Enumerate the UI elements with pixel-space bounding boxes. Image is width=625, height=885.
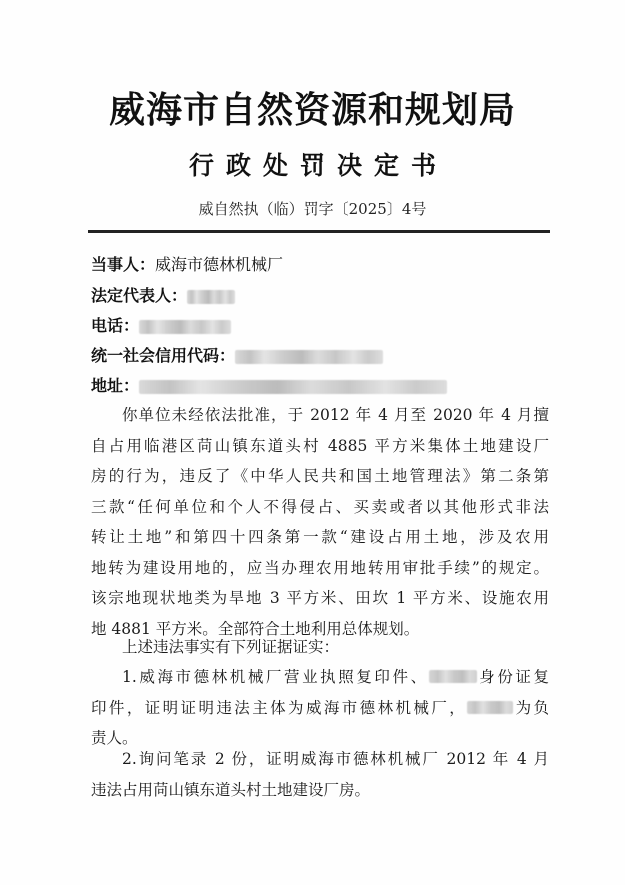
- header-divider: [88, 230, 550, 233]
- evidence-intro-text: 上述违法事实有下列证据证实：: [122, 638, 340, 656]
- credit-code-label: 统一社会信用代码：: [91, 346, 236, 365]
- phone-label: 电话：: [91, 316, 140, 335]
- paragraph-line: 自占用临港区苘山镇东道头村 4885 平方米集体土地建设厂: [91, 436, 549, 455]
- paragraph-line: 地转为建设用地的，应当办理农用地转用审批手续”的规定。: [91, 558, 549, 577]
- evidence-1-text-d: 为负: [513, 698, 549, 717]
- party-label: 当事人：: [91, 255, 156, 274]
- evidence-1-text-c: 印件，证明证明违法主体为威海市德林机械厂，: [91, 698, 468, 717]
- document-type-title: 行政处罚决定书: [188, 151, 448, 180]
- paragraph-line: 你单位未经依法批准，于 2012 年 4 月至 2020 年 4 月擅: [122, 406, 549, 424]
- redacted-name: [429, 670, 477, 683]
- evidence-1-line-3: 责人。: [91, 729, 138, 747]
- evidence-2-line-2: 违法占用苘山镇东道头村土地建设厂房。: [91, 780, 371, 799]
- evidence-1-line-1: [91, 662, 549, 693]
- evidence-1-text-b: 身份证复: [476, 668, 549, 686]
- paragraph-line: 该宗地现状地类为旱地 3 平方米、田坎 1 平方米、设施农用: [91, 589, 549, 607]
- redacted-phone: [139, 320, 231, 334]
- redacted-name: [467, 701, 513, 714]
- paragraph-line: 三款“任何单位和个人不得侵占、买卖或者以其他形式非法: [91, 497, 549, 516]
- redacted-credit-code: [235, 350, 383, 364]
- party-row: [91, 254, 283, 276]
- address-row: [91, 375, 447, 397]
- evidence-1-line-2: [91, 693, 549, 724]
- paragraph-line: 房的行为，违反了《中华人民共和国土地管理法》第二条第: [91, 467, 549, 485]
- evidence-1-text-a: 1.威海市德林机械厂营业执照复印件、: [122, 668, 429, 686]
- issuing-organization: 威海市自然资源和规划局: [108, 89, 516, 131]
- paragraph-line: 地 4881 平方米。全部符合土地利用总体规划。: [91, 619, 420, 638]
- evidence-2-line-1: 2.询问笔录 2 份，证明威海市德林机械厂 2012 年 4 月: [122, 750, 549, 768]
- evidence-item-1: [91, 662, 549, 754]
- evidence-item-2: [91, 744, 549, 805]
- legal-representative-label: 法定代表人：: [91, 286, 188, 305]
- phone-row: [91, 315, 231, 337]
- legal-representative-row: [91, 285, 235, 307]
- redacted-legal-representative: [187, 290, 235, 304]
- paragraph-line: 转让土地”和第四十四条第一款“建设占用土地，涉及农用: [91, 528, 549, 546]
- evidence-intro: [91, 632, 549, 663]
- party-value: 威海市德林机械厂: [155, 255, 284, 274]
- redacted-address: [139, 380, 447, 394]
- document-number: 威自然执（临）罚字〔2025〕4号: [198, 200, 427, 218]
- credit-code-row: [91, 345, 383, 367]
- address-label: 地址：: [91, 376, 140, 395]
- violation-paragraph: [91, 400, 549, 644]
